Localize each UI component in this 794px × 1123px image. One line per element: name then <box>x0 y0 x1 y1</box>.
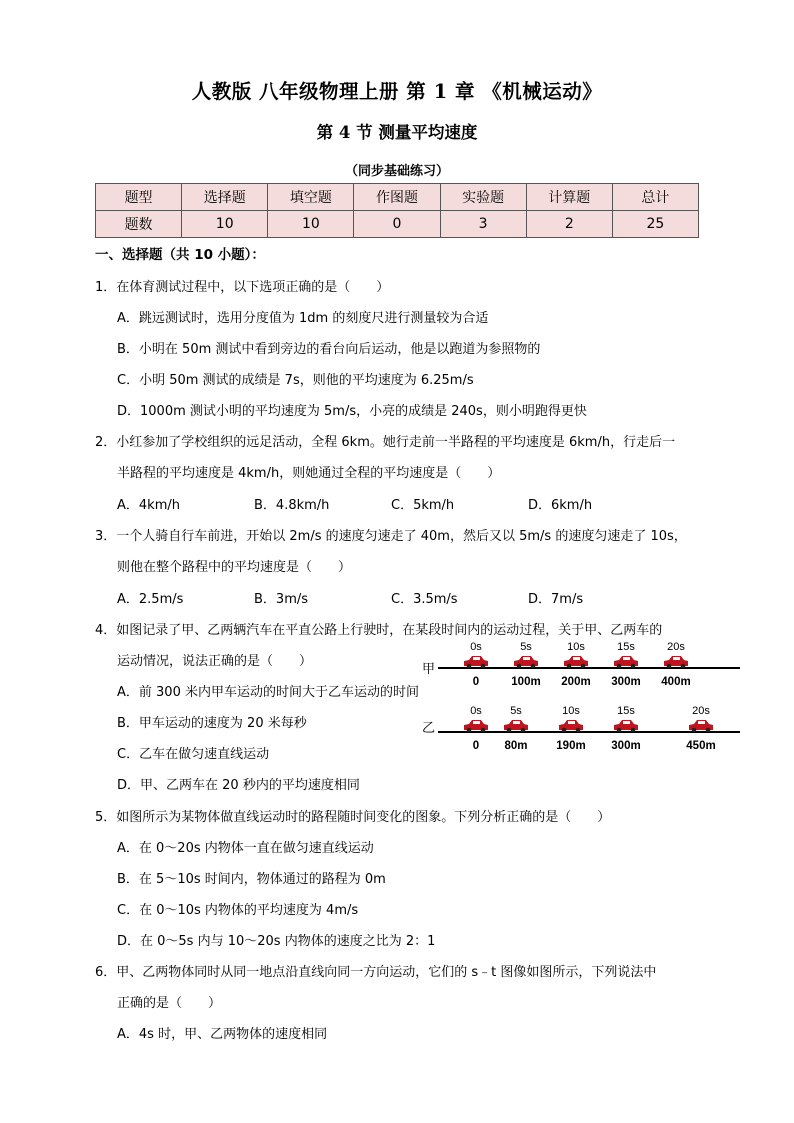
table-cell: 10 <box>268 211 354 238</box>
track-yi-time-label: 10s <box>562 705 580 717</box>
document-title: 人教版 八年级物理上册 第 1 章 《机械运动》 <box>191 80 603 103</box>
track-yi-label: 乙 <box>422 720 436 735</box>
question-2-option-c: C．5km/h <box>391 498 455 513</box>
track-jia-car <box>464 656 488 668</box>
car-window <box>523 657 530 660</box>
summary-header-row <box>96 184 699 211</box>
question-1-option-c: C．小明 50m 测试的成绩是 7s，则他的平均速度为 6.25m/s <box>117 373 474 388</box>
question-3-stem-cont: 则他在整个路程中的平均速度是（ ） <box>117 560 352 575</box>
car-window <box>623 721 630 724</box>
table-cell: 作图题 <box>354 184 440 211</box>
car-motion-figure <box>418 632 744 757</box>
track-jia-car <box>664 656 688 668</box>
question-4-option-b: B．甲车运动的速度为 20 米每秒 <box>117 716 307 731</box>
track-jia-cars <box>464 656 688 668</box>
question-6-stem-cont: 正确的是（ ） <box>117 996 222 1011</box>
track-jia-car <box>564 656 588 668</box>
car-wheel <box>531 664 536 669</box>
track-jia-label: 甲 <box>422 661 436 676</box>
track-jia-distance-label: 400m <box>661 676 691 688</box>
car-window <box>513 721 520 724</box>
question-3-stem: 3．一个人骑自行车前进，开始以 2m/s 的速度匀速走了 40m，然后又以 5m/s 的速度匀速走了 10s， <box>95 529 687 544</box>
track-yi-time-label: 5s <box>510 705 522 717</box>
question-1-option-a: A．跳远测试时，选用分度值为 1dm 的刻度尺进行测量较为合适 <box>117 311 489 326</box>
car-wheel <box>567 664 572 669</box>
car-wheel <box>631 728 636 733</box>
question-3-option-d: D．7m/s <box>528 592 584 607</box>
track-jia-distance-label: 100m <box>511 676 541 688</box>
track-yi-car <box>689 720 713 732</box>
table-cell: 实验题 <box>440 184 526 211</box>
question-5-option-b: B．在 5～10s 时间内，物体通过的路程为 0m <box>117 872 386 887</box>
question-4-option-d: D．甲、乙两车在 20 秒内的平均速度相同 <box>117 778 360 793</box>
car-window <box>473 657 480 660</box>
table-cell: 3 <box>440 211 526 238</box>
practice-label: （同步基础练习） <box>344 164 449 179</box>
track-jia-distance-label: 200m <box>561 676 591 688</box>
table-cell: 填空题 <box>268 184 354 211</box>
car-wheel <box>576 728 581 733</box>
table-cell: 题型 <box>96 184 182 211</box>
track-jia-time-label: 10s <box>567 641 585 653</box>
question-2-stem-cont: 半路程的平均速度是 4km/h，则她通过全程的平均速度是（ ） <box>117 466 501 481</box>
car-wheel <box>517 664 522 669</box>
car-wheel <box>692 728 697 733</box>
table-cell: 计算题 <box>526 184 612 211</box>
question-6-stem: 6．甲、乙两物体同时从同一地点沿直线向同一方向运动，它们的 s﹣t 图像如图所示，下列说法中 <box>95 965 657 980</box>
track-jia-time-label: 20s <box>667 641 685 653</box>
track-jia-time-label: 15s <box>617 641 635 653</box>
car-wheel <box>467 664 472 669</box>
question-4-option-a: A．前 300 米内甲车运动的时间大于乙车运动的时间 <box>117 685 419 700</box>
table-cell: 0 <box>354 211 440 238</box>
car-window <box>673 657 680 660</box>
question-2-options <box>117 494 677 513</box>
track-jia-distance-label: 300m <box>611 676 641 688</box>
car-wheel <box>617 728 622 733</box>
track-jia-time-label: 5s <box>520 641 532 653</box>
car-wheel <box>507 728 512 733</box>
track-yi-car <box>614 720 638 732</box>
table-cell: 25 <box>612 211 698 238</box>
car-window <box>473 721 480 724</box>
track-jia-distance-label: 0 <box>472 676 480 688</box>
question-summary-table <box>95 183 699 238</box>
track-yi-distance-label: 80m <box>504 740 528 752</box>
table-cell: 2 <box>526 211 612 238</box>
car-wheel <box>581 664 586 669</box>
question-1-stem: 1．在体育测试过程中，以下选项正确的是（ ） <box>95 280 390 295</box>
question-5-stem: 5．如图所示为某物体做直线运动时的路程随时间变化的图象。下列分析正确的是（ ） <box>95 810 611 825</box>
question-3-option-a: A．2.5m/s <box>117 592 184 607</box>
track-yi-car <box>504 720 528 732</box>
car-window <box>573 657 580 660</box>
question-3-options <box>117 588 677 607</box>
table-cell: 题数 <box>96 211 182 238</box>
question-5-option-d: D．在 0～5s 内与 10～20s 内物体的速度之比为 2：1 <box>117 934 436 949</box>
track-yi-distance-label: 450m <box>686 740 716 752</box>
question-2-stem: 2．小红参加了学校组织的远足活动，全程 6km。她行走前一半路程的平均速度是 6km/h，行走后一 <box>95 435 676 450</box>
summary-value-row <box>96 211 699 238</box>
section-title: 第 4 节 测量平均速度 <box>316 123 478 142</box>
car-wheel <box>631 664 636 669</box>
track-jia-car <box>514 656 538 668</box>
car-window <box>568 721 575 724</box>
track-yi-distance-label: 190m <box>556 740 586 752</box>
car-wheel <box>667 664 672 669</box>
track-jia-distances <box>473 676 691 688</box>
car-window <box>698 721 705 724</box>
question-3-option-c: C．3.5m/s <box>391 592 458 607</box>
track-yi-time-label: 20s <box>692 705 710 717</box>
car-wheel <box>521 728 526 733</box>
table-cell: 10 <box>182 211 268 238</box>
question-5-option-a: A．在 0～20s 内物体一直在做匀速直线运动 <box>117 841 374 856</box>
table-cell: 选择题 <box>182 184 268 211</box>
question-4-stem-cont: 运动情况，说法正确的是（ ） <box>117 654 313 669</box>
car-wheel <box>481 728 486 733</box>
car-window <box>623 657 630 660</box>
track-yi-distance-label: 0 <box>472 740 480 752</box>
car-wheel <box>562 728 567 733</box>
track-yi-time-label: 0s <box>470 705 482 717</box>
track-yi-distance-label: 300m <box>611 740 641 752</box>
track-yi-times <box>470 705 710 717</box>
car-wheel <box>706 728 711 733</box>
question-2-option-d: D．6km/h <box>528 498 593 513</box>
track-yi-distances <box>473 740 716 752</box>
question-1-option-d: D．1000m 测试小明的平均速度为 5m/s，小亮的成绩是 240s，则小明跑得更快 <box>117 404 587 419</box>
section-heading: 一、选择题（共 10 小题）： <box>95 247 265 263</box>
car-wheel <box>467 728 472 733</box>
track-jia-times <box>470 641 685 653</box>
question-3-option-b: B．3m/s <box>254 592 309 607</box>
question-2-option-b: B．4.8km/h <box>254 498 330 513</box>
track-yi-time-label: 15s <box>617 705 635 717</box>
table-cell: 总计 <box>612 184 698 211</box>
question-4-option-c: C．乙车在做匀速直线运动 <box>117 747 270 762</box>
track-yi-cars <box>464 720 713 732</box>
car-wheel <box>481 664 486 669</box>
question-2-option-a: A．4km/h <box>117 498 180 513</box>
question-5-option-c: C．在 0～10s 内物体的平均速度为 4m/s <box>117 903 359 918</box>
question-4-stem: 4．如图记录了甲、乙两辆汽车在平直公路上行驶时，在某段时间内的运动过程，关于甲、乙两车的 <box>95 623 663 638</box>
track-yi-car <box>464 720 488 732</box>
car-wheel <box>617 664 622 669</box>
question-6-option-a: A．4s 时，甲、乙两物体的速度相同 <box>117 1027 328 1042</box>
track-jia-time-label: 0s <box>470 641 482 653</box>
track-jia-car <box>614 656 638 668</box>
car-wheel <box>681 664 686 669</box>
track-yi-car <box>559 720 583 732</box>
question-1-option-b: B．小明在 50m 测试中看到旁边的看台向后运动，他是以跑道为参照物的 <box>117 342 541 357</box>
